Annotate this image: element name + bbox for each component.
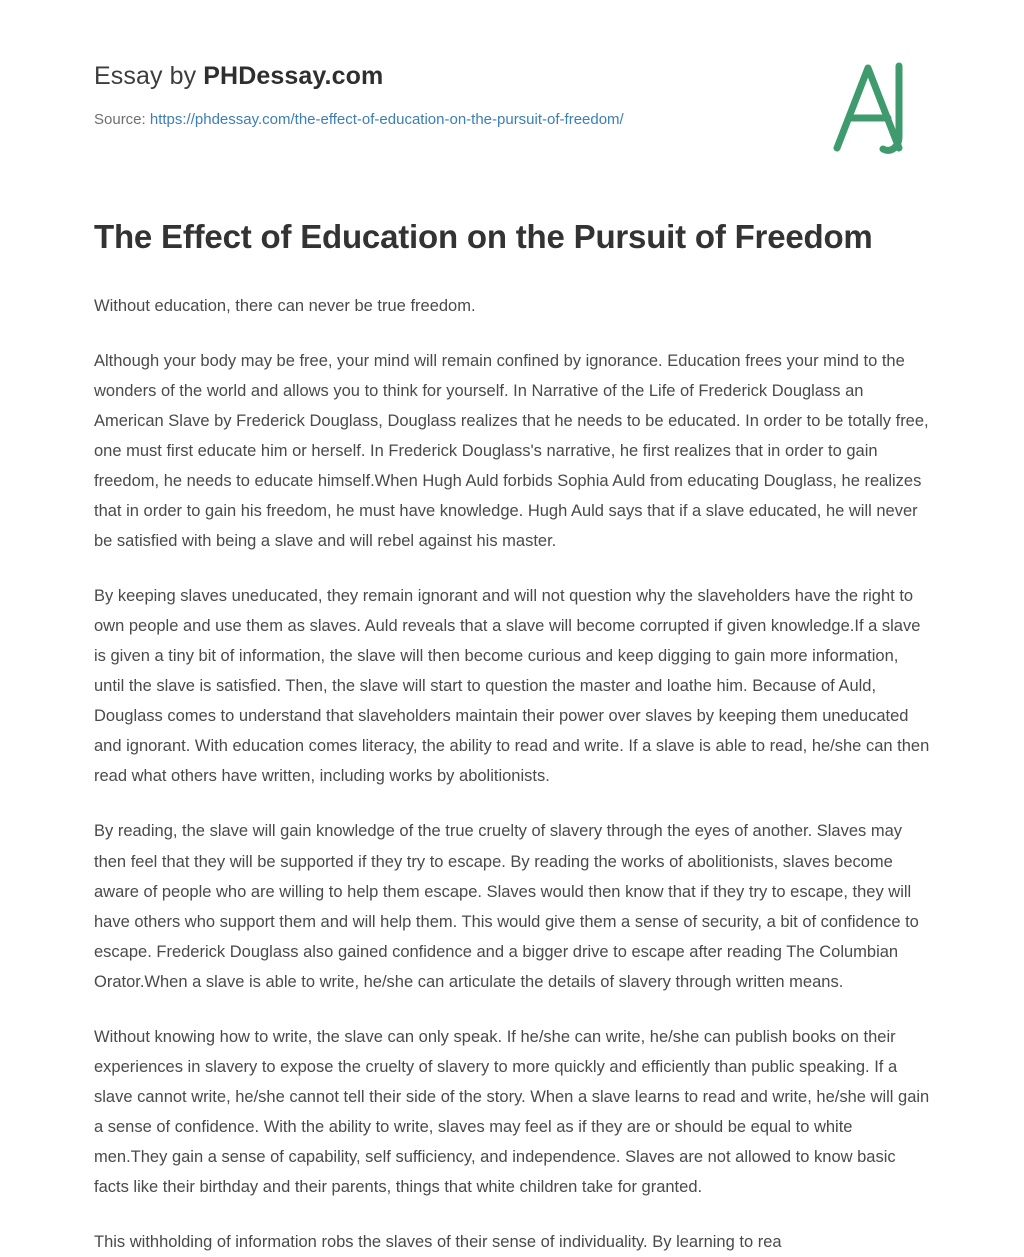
phdessay-logo-icon <box>810 52 930 162</box>
paragraph: By keeping slaves uneducated, they remain ignorant and will not question why the slaveholders have the right to own people and use them as slaves. Auld reveals that a slave will become corrupted if given knowledge.If a slave is given a tiny bit of information, the slave will then become curious and keep digging to gain more information, until the slave is satisfied. Then, the slave will start to question the master and loathe him. Because of Auld, Douglass comes to understand that slaveholders maintain their power over slaves by keeping them uneducated and ignorant. With education comes literacy, the ability to read and write. If a slave is able to read, he/she can then read what others have written, including works by abolitionists. <box>94 587 930 786</box>
page-header <box>94 0 930 128</box>
article-body <box>94 291 930 1256</box>
paragraph: This withholding of information robs the slaves of their sense of individuality. By learning to rea <box>94 1232 782 1251</box>
page-title: The Effect of Education on the Pursuit of Freedom <box>94 218 873 255</box>
brand-prefix: Essay by <box>94 62 204 90</box>
source-line <box>94 111 930 128</box>
paragraph: Although your body may be free, your mind will remain confined by ignorance. Education frees your mind to the wonders of the world and allows you to think for yourself. In Narrative of the Life of Frederick Douglass an American Slave by Frederick Douglass, Douglass realizes that he needs to be educated. In order to be totally free, one must first educate him or herself. In Frederick Douglass's narrative, he first realizes that in order to gain freedom, he needs to educate himself.When Hugh Auld forbids Sophia Auld from educating Douglass, he realizes that in order to gain his freedom, he must have knowledge. Hugh Auld says that if a slave educated, he will never be satisfied with being a slave and will rebel against his master. <box>94 352 929 551</box>
source-label: Source: <box>94 111 150 128</box>
brand-name: PHDessay.com <box>203 62 384 90</box>
brand-title <box>94 62 930 91</box>
paragraph: Without knowing how to write, the slave can only speak. If he/she can write, he/she can publish books on their experiences in slavery to expose the cruelty of slavery to more quickly and efficiently than public speaking. If a slave cannot write, he/she cannot tell their side of the story. When a slave learns to read and write, he/she will gain a sense of confidence. With the ability to write, slaves may feel as if they are or should be equal to white men.They gain a sense of capability, self sufficiency, and independence. Slaves are not allowed to know basic facts like their birthday and their parents, things that white children take for granted. <box>94 1027 930 1196</box>
paragraph: Without education, there can never be true freedom. <box>94 297 476 316</box>
paragraph: By reading, the slave will gain knowledge of the true cruelty of slavery through the eyes of another. Slaves may then feel that they will be supported if they try to escape. By reading the works of abolitionists, slaves become aware of people who are willing to help them escape. Slaves would then know that if they try to escape, they will have others who support them and will help them. This would give them a sense of security, a bit of confidence to escape. Frederick Douglass also gained confidence and a bigger drive to escape after reading The Columbian Orator.When a slave is able to write, he/she can articulate the details of slavery through written means. <box>94 822 919 991</box>
source-url-link[interactable]: https://phdessay.com/the-effect-of-education-on-the-pursuit-of-freedom/ <box>149 111 624 128</box>
